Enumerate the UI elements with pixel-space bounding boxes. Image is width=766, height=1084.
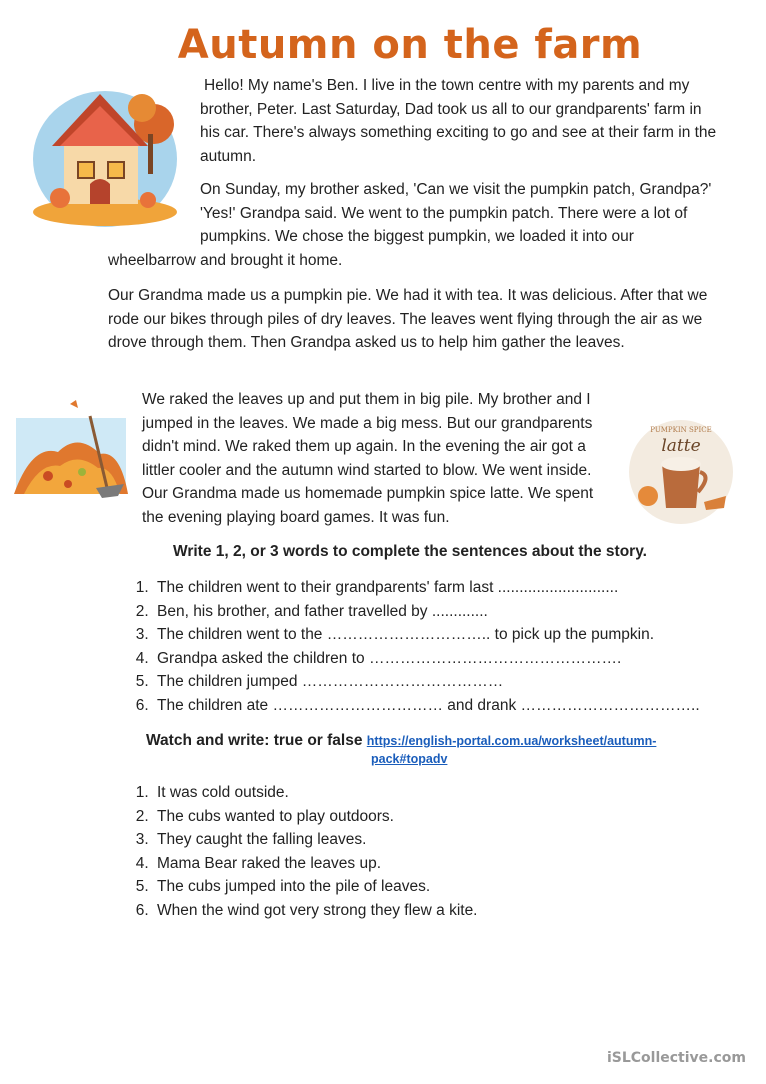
worksheet-link-continued[interactable]: pack#topadv bbox=[371, 752, 448, 766]
list-item: 5. The children jumped ………………………………… bbox=[153, 670, 733, 694]
task-2-heading-text: Watch and write: true or false bbox=[146, 732, 363, 749]
list-item: 3. They caught the falling leaves. bbox=[153, 828, 733, 852]
latte-label: latte bbox=[661, 436, 701, 456]
latte-label-top: PUMPKIN SPICE bbox=[650, 426, 712, 434]
story-paragraph-3: Our Grandma made us a pumpkin pie. We had it with tea. It was delicious. After that we rode our bikes through piles of dry leaves. The leaves went flying through the air as we drove through them. Then Grandpa asked us to help him gather the leaves. bbox=[108, 287, 708, 351]
list-item: 4. Grandpa asked the children to …………………………………………. bbox=[153, 647, 733, 671]
page-title: Autumn on the farm bbox=[177, 22, 643, 68]
story-paragraph-2 bbox=[108, 178, 713, 272]
story-paragraph-4-text: We raked the leaves up and put them in big pile. My brother and I jumped in the leaves. We made a big mess. But our grandparents didn't mind. We raked them up again. In the evening the air got a littler cooler and the autumn wind started to blow. We went inside. Our Grandma made us homemade pumpkin spice latte. We spent the evening playing board games. It was fun. bbox=[142, 391, 594, 526]
list-item: 5. The cubs jumped into the pile of leaves. bbox=[153, 875, 733, 899]
task-1-heading: Write 1, 2, or 3 words to complete the sentences about the story. bbox=[172, 543, 647, 560]
task-1-list bbox=[131, 576, 733, 717]
story-paragraph-1: Hello! My name's Ben. I live in the town centre with my parents and my brother, Peter. Last Saturday, Dad took us all to our grandparents' farm in his car. There's always something exciting to go and see at their farm in the autumn. bbox=[200, 77, 717, 165]
list-item: 2. Ben, his brother, and father travelled by ............. bbox=[153, 600, 733, 624]
worksheet-link[interactable]: https://english-portal.com.ua/worksheet/autumn- bbox=[366, 734, 657, 748]
list-item: 1. The children went to their grandparents' farm last ............................ bbox=[153, 576, 733, 600]
footer-watermark: iSLCollective.com bbox=[606, 1050, 746, 1066]
story-paragraph-2-text: On Sunday, my brother asked, 'Can we visit the pumpkin patch, Grandpa?' 'Yes!' Grandpa said. We went to the pumpkin patch. There were a lot of pumpkins. We chose the biggest pumpkin, we loaded it into our wheelbarrow and brought it home. bbox=[108, 181, 712, 269]
story-paragraph-4 bbox=[108, 388, 713, 529]
list-item: 4. Mama Bear raked the leaves up. bbox=[153, 852, 733, 876]
task-2-heading bbox=[146, 732, 746, 766]
task-2-list bbox=[131, 781, 733, 922]
list-item: 6. When the wind got very strong they flew a kite. bbox=[153, 899, 733, 923]
list-item: 3. The children went to the ………………………….. to pick up the pumpkin. bbox=[153, 623, 733, 647]
list-item: 1. It was cold outside. bbox=[153, 781, 733, 805]
list-item: 6. The children ate …………………………… and drank …………………………….. bbox=[153, 694, 733, 718]
list-item: 2. The cubs wanted to play outdoors. bbox=[153, 805, 733, 829]
